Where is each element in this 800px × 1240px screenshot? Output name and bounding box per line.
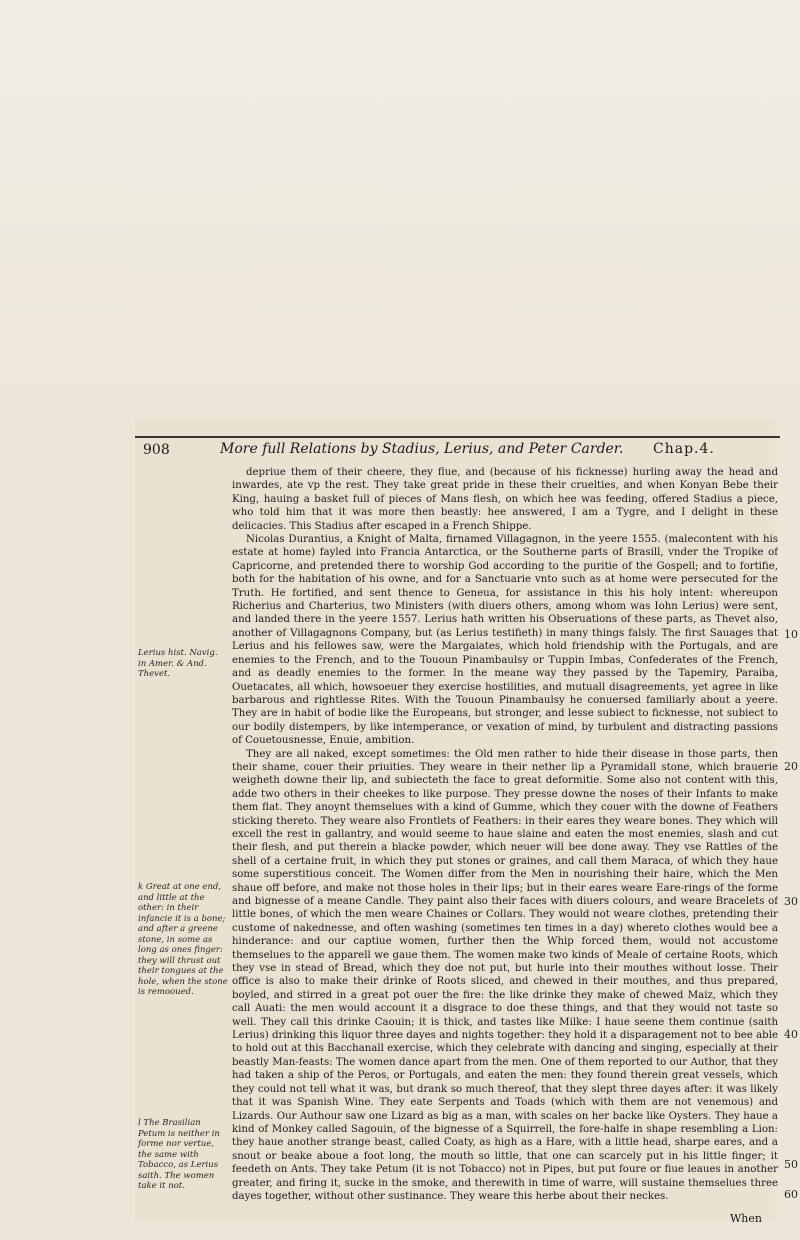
paragraph-stadius: depriue them of their cheere, they flue, and (because of his ficknesse) hurling away the head and inwardes, ate vp the rest. They take great pride in these their cruelties, and when Konyan Bebe their King, hauing a basket full of pieces of Mans flesh, on which hee was feeding, offered Stadius a piece, who told him that it was more then beastly: hee answered, I am a Tygre, and I delight in these delicacies. This Stadius after escaped in a French Shippe. xyxy=(232,467,778,532)
paragraph-customs: They are all naked, except sometimes: the Old men rather to hide their disease in those parts, then their shame, couer their priuities. They weare in their nether lip a Pyramidall stone, which brauerie weigheth downe their lip, and subiecteth the face to great deformitie. Some also not content with this, adde two others in their cheekes to like purpose. They presse downe the noses of their Infants to make them flat. They anoynt themselues with a kind of Gumme, which they couer with the downe of Feathers sticking thereto. They weare also Frontlets of Feathers: in their eares they weare bones. They which will excell the rest in gallantry, and would seeme to haue slaine and eaten the most enemies, slash and cut their flesh, and put therein a blacke powder, which neuer will bee done away. They vse Rattles of the shell of a certaine fruit, in which they put stones or graines, and call them Maraca, of which they haue some superstitious conceit. The Women differ from the Men in nourishing their haire, which the Men shaue off before, and make not those holes in their lips; but in their eares weare Eare-rings of the forme and bignesse of a meane Candle. They paint also their faces with diuers colours, and weare Bracelets of little bones, of which the men weare Chaines or Collars. They would not weare clothes, pretending their custome of nakednesse, and often washing (sometimes ten times in a day) whereto clothes would bee a hinderance: and our captiue women, further then the Whip forced them, would not accustome themselues to the apparell we gaue them. The women make two kinds of Meale of certaine Roots, which they vse in stead of Bread, which they doe not put, but hurle into their mouthes without losse. Their office is also to make their drinke of Roots sliced, and chewed in their mouthes, and thus prepared, boyled, and stirred in a great pot ouer the fire: the like drinke they make of chewed Maiz, which they call Auati: the men would account it a disgrace to doe these things, and that they would not taste so well. They call this drinke Caouin; it is thick, and tastes like Milke: I haue seene them continue (saith Lerius) drinking this liquor three dayes and nights together: they hold it a disparagement not to bee able to hold out at this Bacchanall exercise, which they celebrate with dancing and singing, especially at their beastly Man-feasts: The women dance apart from the men. One of them reported to our Author, that they had taken a ship of the Peros, or Portugals, and eaten the men: they found therein great vessels, which they could not tell what it was, but drank so much thereof, that they slept three dayes after: it was likely that it was Spanish Wine. They eate Serpents and Toads (which with them are not venemous) and Lizards. Our Authour saw one Lizard as big as a man, with scales on her backe like Oysters. They haue a kind of Monkey called Sagouin, of the bignesse of a Squirrell, the fore-halfe in shape resembling a Lion: they haue another strange beast, called Coaty, as high as a Hare, with a little head, sharpe eares, and a snout or beake aboue a foot long, the mouth so little, that one can scarcely put in his little finger; it feedeth on Ants. They take Petum (it is not Tobacco) not in Pipes, but put foure or fiue leaues in another greater, and firing it, sucke in the smoke, and therewith in time of warre, will sustaine themselues three dayes together, without other sustinance. They weare this herbe about their neckes. xyxy=(232,748,778,1202)
body-text xyxy=(232,466,778,1206)
paragraph-villagagnon: Nicolas Durantius, a Knight of Malta, firnamed Villagagnon, in the yeere 1555. (malecontent with his estate at home) fayled into Francia Antarctica, or the Southerne parts of Brasill, vnder the Tropike of Capricorne, and pretended there to worship God according to the puritie of the Gospell; and to fortifie, both for the habitation of his owne, and for a Sanctuarie vnto such as at home were persecuted for the Truth. He fortified, and sent thence to Geneua, for assistance in this his holy intent: whereupon Richerius and Charterius, two Ministers (with diuers others, among whom was Iohn Lerius) were sent, and landed there in the yeere 1557. Lerius hath written his Obseruations of these parts, as Thevet also, another of Villagagnons Company, but (as Lerius testifieth) in many things falsly. The first Sauages that Lerius and his fellowes saw, were the Margaiates, which hold friendship with the Portugals, and are enemies to the French, and to the Tououn Pinambaulsy or Tuppin Imbas, Confederates of the French, and as deadly enemies to the former. In the meane way they passed by the Tapemiry, Paraiba, Ouetacates, all which, howsoeuer they exercise hostilities, and mutuall disagreements, yet agree in like barbarous and rightlesse Rites. With the Tououn Pinambaulsy he conuersed familiarly about a yeere. They are in habit of bodie like the Europeans, but stronger, and lesse subiect to ficknesse, not subiect to our bodily distempers, by like intemperance, or vexation of mind, by turbulent and distracting passions of Couetousnesse, Enuie, ambition. xyxy=(232,534,778,747)
line-number: 40 xyxy=(784,1028,798,1041)
line-number: 60 xyxy=(784,1188,798,1201)
running-title: More full Relations by Stadius, Lerius, and Peter Carder. xyxy=(220,441,624,457)
chapter-label: Chap.4. xyxy=(653,441,715,457)
margin-note-petum: l The Brasilian Petum is neither in forme nor vertue, the same with Tobacco, as Lerius saith. The women take it not. xyxy=(138,1118,220,1191)
margin-note-stone: k Great at one end, and little at the other: in their infancie it is a bone; and after a greene stone, in some as long as ones finger: they will thrust out their tongues at the hole, when the stone is remooued. xyxy=(138,882,228,997)
line-number: 10 xyxy=(784,628,798,641)
scan-background xyxy=(0,0,800,430)
running-header xyxy=(138,438,778,464)
margin-note-lerius: Lerius hist. Navig. in Amer. & And. Thevet. xyxy=(138,648,218,679)
page-number: 908 xyxy=(143,442,170,458)
line-number: 20 xyxy=(784,760,798,773)
line-number: 50 xyxy=(784,1158,798,1171)
line-number: 30 xyxy=(784,895,798,908)
catchword: When xyxy=(730,1212,762,1225)
